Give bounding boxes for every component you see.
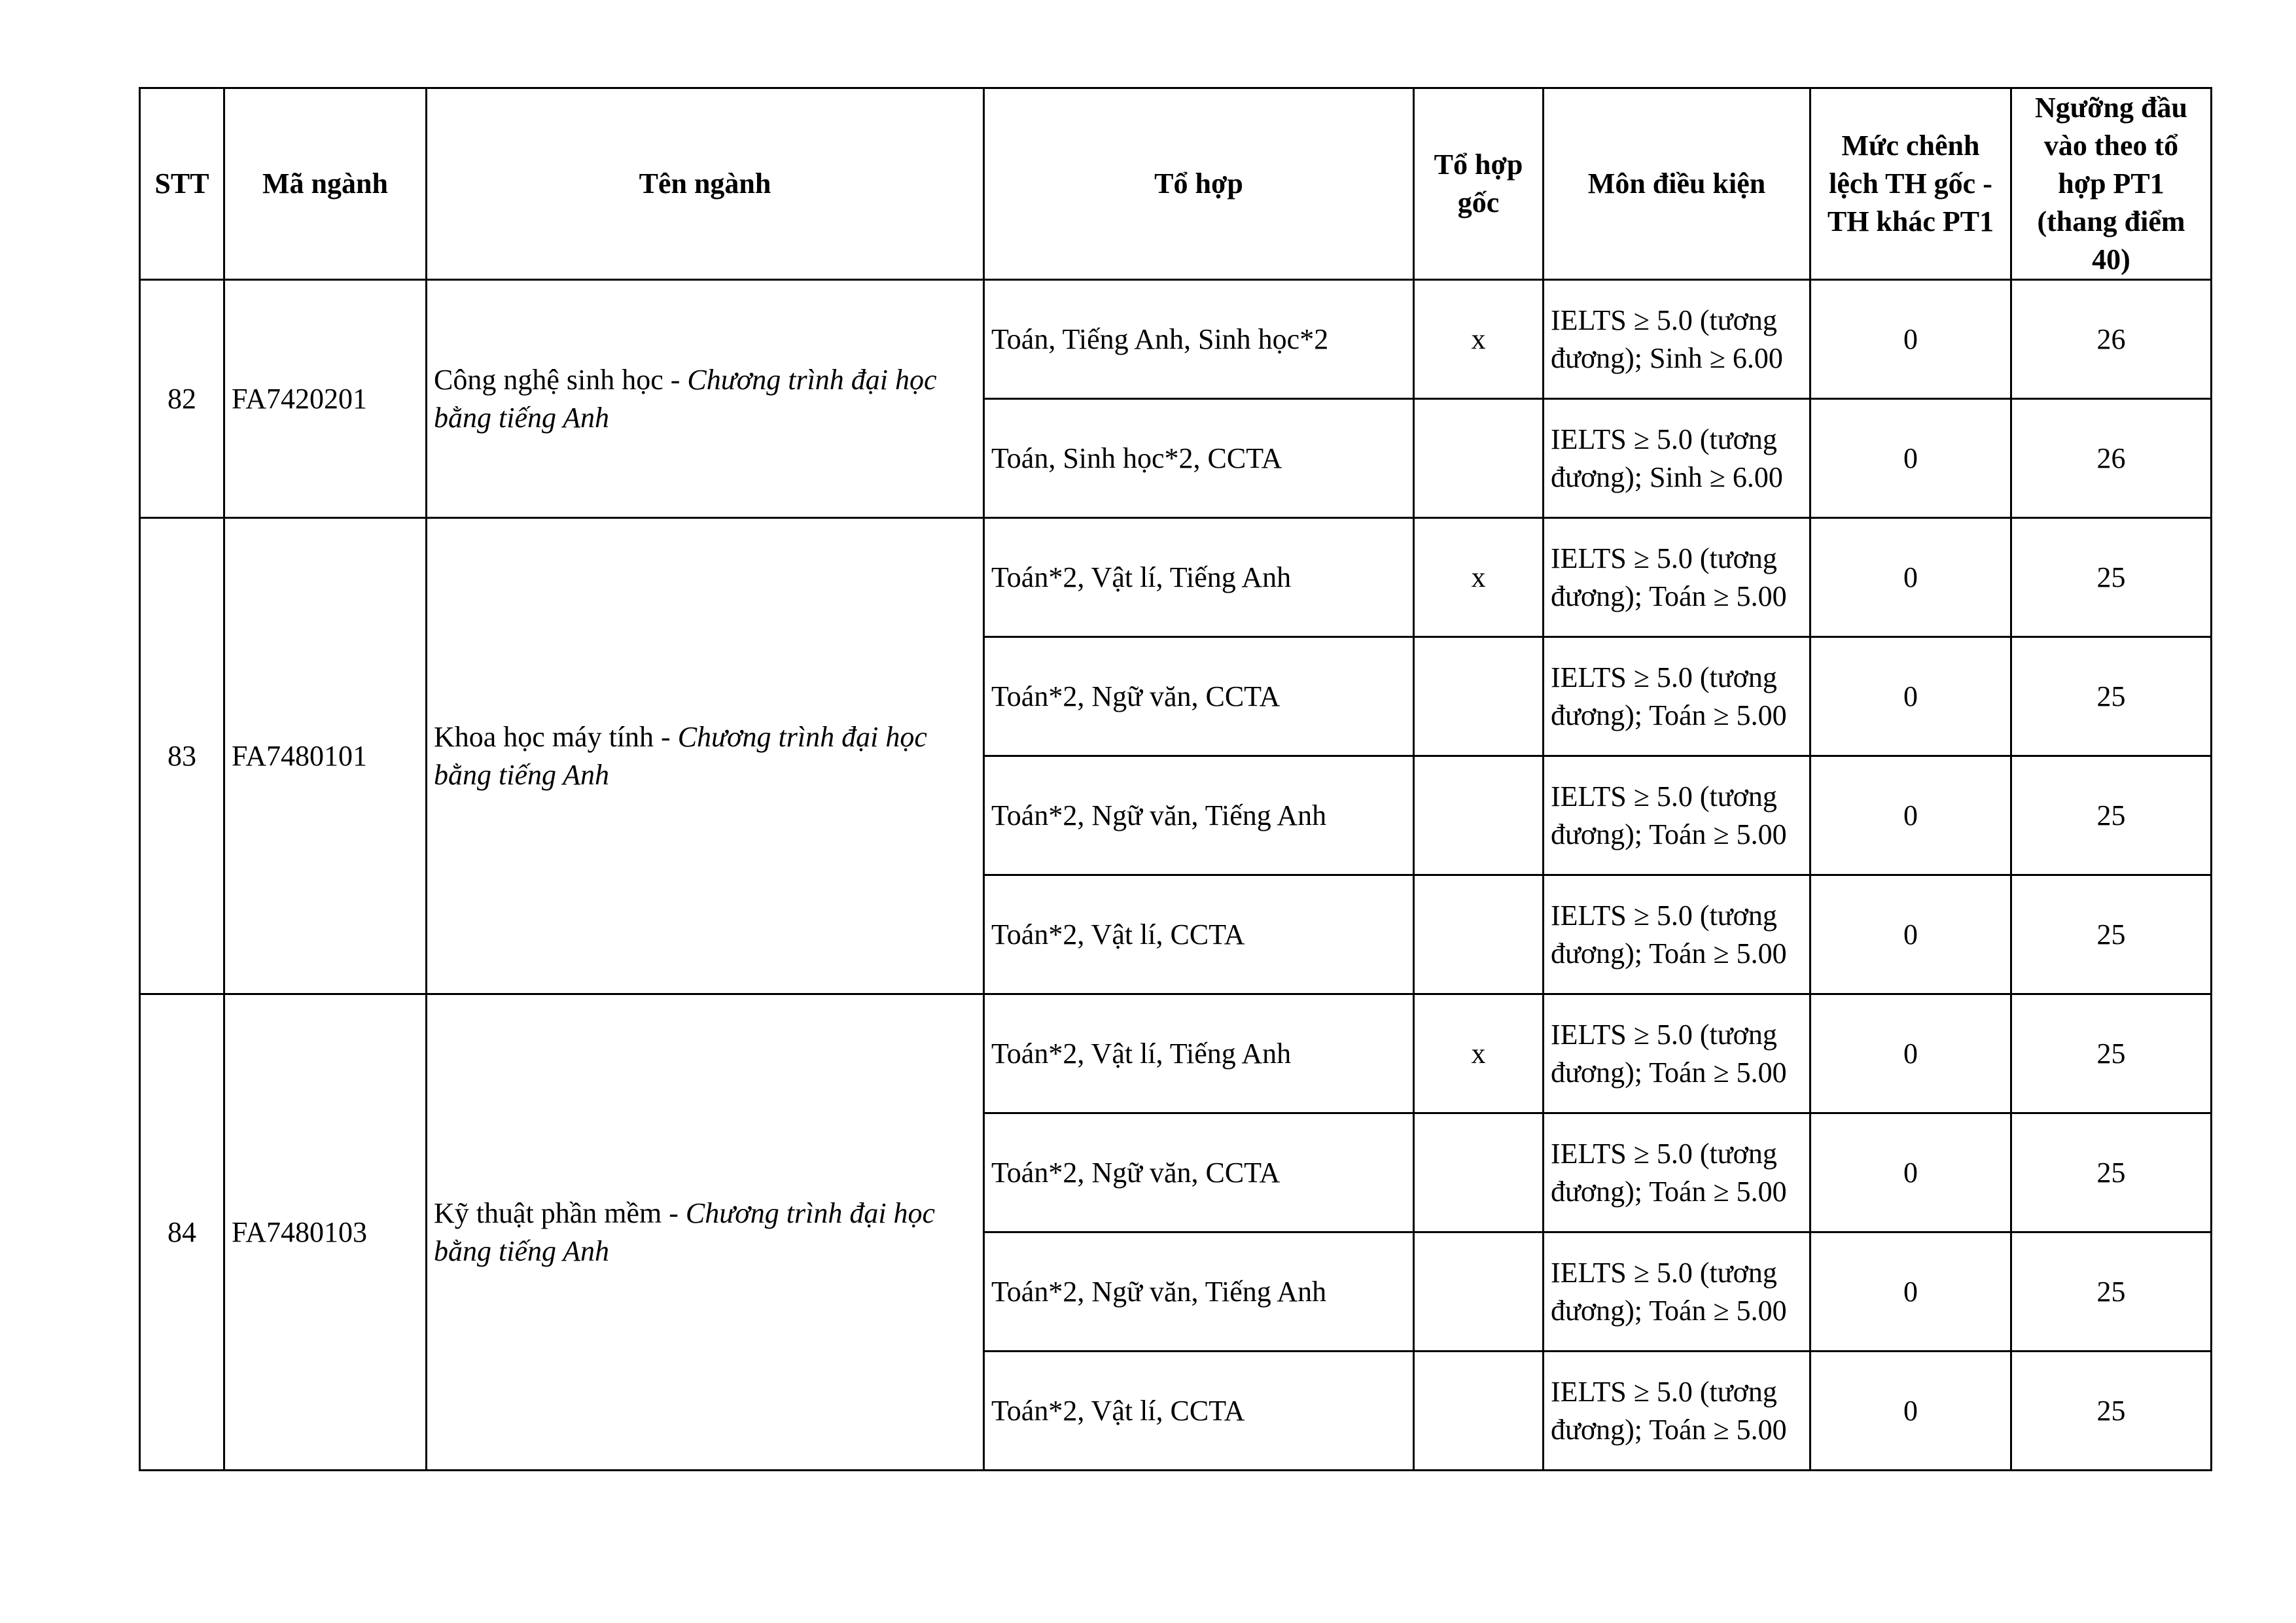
origin-cell xyxy=(1414,875,1544,994)
major-code-cell: FA7480101 xyxy=(224,518,427,994)
threshold-cell: 25 xyxy=(2011,875,2212,994)
condition-cell: IELTS ≥ 5.0 (tương đương); Toán ≥ 5.00 xyxy=(1544,1113,1810,1232)
threshold-cell: 25 xyxy=(2011,1232,2212,1352)
stt-cell: 82 xyxy=(140,280,224,518)
combo-cell: Toán*2, Ngữ văn, Tiếng Anh xyxy=(984,1232,1414,1352)
diff-cell: 0 xyxy=(1810,875,2011,994)
condition-cell: IELTS ≥ 5.0 (tương đương); Toán ≥ 5.00 xyxy=(1544,637,1810,756)
diff-cell: 0 xyxy=(1810,756,2011,875)
combo-cell: Toán*2, Vật lí, Tiếng Anh xyxy=(984,518,1414,637)
header-diff: Mức chênh lệch TH gốc - TH khác PT1 xyxy=(1810,88,2011,280)
combo-cell: Toán*2, Vật lí, CCTA xyxy=(984,875,1414,994)
condition-cell: IELTS ≥ 5.0 (tương đương); Sinh ≥ 6.00 xyxy=(1544,399,1810,518)
threshold-cell: 25 xyxy=(2011,637,2212,756)
threshold-cell: 25 xyxy=(2011,518,2212,637)
diff-cell: 0 xyxy=(1810,280,2011,399)
table-row xyxy=(140,518,2212,637)
major-code-cell: FA7480103 xyxy=(224,994,427,1471)
origin-cell xyxy=(1414,1352,1544,1471)
header-name: Tên ngành xyxy=(427,88,984,280)
combo-cell: Toán*2, Ngữ văn, CCTA xyxy=(984,637,1414,756)
combo-cell: Toán*2, Ngữ văn, CCTA xyxy=(984,1113,1414,1232)
threshold-cell: 25 xyxy=(2011,756,2212,875)
combo-cell: Toán, Tiếng Anh, Sinh học*2 xyxy=(984,280,1414,399)
origin-cell xyxy=(1414,1232,1544,1352)
combo-cell: Toán*2, Ngữ văn, Tiếng Anh xyxy=(984,756,1414,875)
condition-cell: IELTS ≥ 5.0 (tương đương); Toán ≥ 5.00 xyxy=(1544,518,1810,637)
condition-cell: IELTS ≥ 5.0 (tương đương); Toán ≥ 5.00 xyxy=(1544,756,1810,875)
origin-cell: x xyxy=(1414,280,1544,399)
header-combo: Tổ hợp xyxy=(984,88,1414,280)
header-stt: STT xyxy=(140,88,224,280)
combo-cell: Toán*2, Vật lí, CCTA xyxy=(984,1352,1414,1471)
condition-cell: IELTS ≥ 5.0 (tương đương); Toán ≥ 5.00 xyxy=(1544,1352,1810,1471)
header-row xyxy=(140,88,2212,280)
diff-cell: 0 xyxy=(1810,399,2011,518)
threshold-cell: 25 xyxy=(2011,1113,2212,1232)
origin-cell xyxy=(1414,756,1544,875)
table-row xyxy=(140,280,2212,399)
condition-cell: IELTS ≥ 5.0 (tương đương); Toán ≥ 5.00 xyxy=(1544,875,1810,994)
major-name: Công nghệ sinh học - xyxy=(434,363,688,396)
header-origin: Tổ hợp gốc xyxy=(1414,88,1544,280)
diff-cell: 0 xyxy=(1810,518,2011,637)
threshold-cell: 25 xyxy=(2011,1352,2212,1471)
origin-cell xyxy=(1414,399,1544,518)
major-code-cell: FA7420201 xyxy=(224,280,427,518)
threshold-cell: 26 xyxy=(2011,280,2212,399)
origin-cell xyxy=(1414,1113,1544,1232)
header-condition: Môn điều kiện xyxy=(1544,88,1810,280)
major-name-cell xyxy=(427,518,984,994)
condition-cell: IELTS ≥ 5.0 (tương đương); Sinh ≥ 6.00 xyxy=(1544,280,1810,399)
origin-cell xyxy=(1414,637,1544,756)
program-name: Chương trình đại học bằng tiếng Anh xyxy=(434,720,927,791)
origin-cell: x xyxy=(1414,518,1544,637)
threshold-cell: 26 xyxy=(2011,399,2212,518)
diff-cell: 0 xyxy=(1810,1113,2011,1232)
stt-cell: 84 xyxy=(140,994,224,1471)
diff-cell: 0 xyxy=(1810,637,2011,756)
combo-cell: Toán, Sinh học*2, CCTA xyxy=(984,399,1414,518)
diff-cell: 0 xyxy=(1810,1232,2011,1352)
major-name: Kỹ thuật phần mềm - xyxy=(434,1196,686,1229)
condition-cell: IELTS ≥ 5.0 (tương đương); Toán ≥ 5.00 xyxy=(1544,1232,1810,1352)
diff-cell: 0 xyxy=(1810,1352,2011,1471)
stt-cell: 83 xyxy=(140,518,224,994)
header-threshold: Ngưỡng đầu vào theo tổ hợp PT1 (thang điểm 40) xyxy=(2011,88,2212,280)
major-name: Khoa học máy tính - xyxy=(434,720,678,753)
admission-table xyxy=(139,87,2212,1471)
table-row xyxy=(140,994,2212,1113)
diff-cell: 0 xyxy=(1810,994,2011,1113)
major-name-cell xyxy=(427,280,984,518)
origin-cell: x xyxy=(1414,994,1544,1113)
threshold-cell: 25 xyxy=(2011,994,2212,1113)
program-name: Chương trình đại học bằng tiếng Anh xyxy=(434,363,937,434)
condition-cell: IELTS ≥ 5.0 (tương đương); Toán ≥ 5.00 xyxy=(1544,994,1810,1113)
program-name: Chương trình đại học bằng tiếng Anh xyxy=(434,1196,936,1267)
header-code: Mã ngành xyxy=(224,88,427,280)
combo-cell: Toán*2, Vật lí, Tiếng Anh xyxy=(984,994,1414,1113)
major-name-cell xyxy=(427,994,984,1471)
